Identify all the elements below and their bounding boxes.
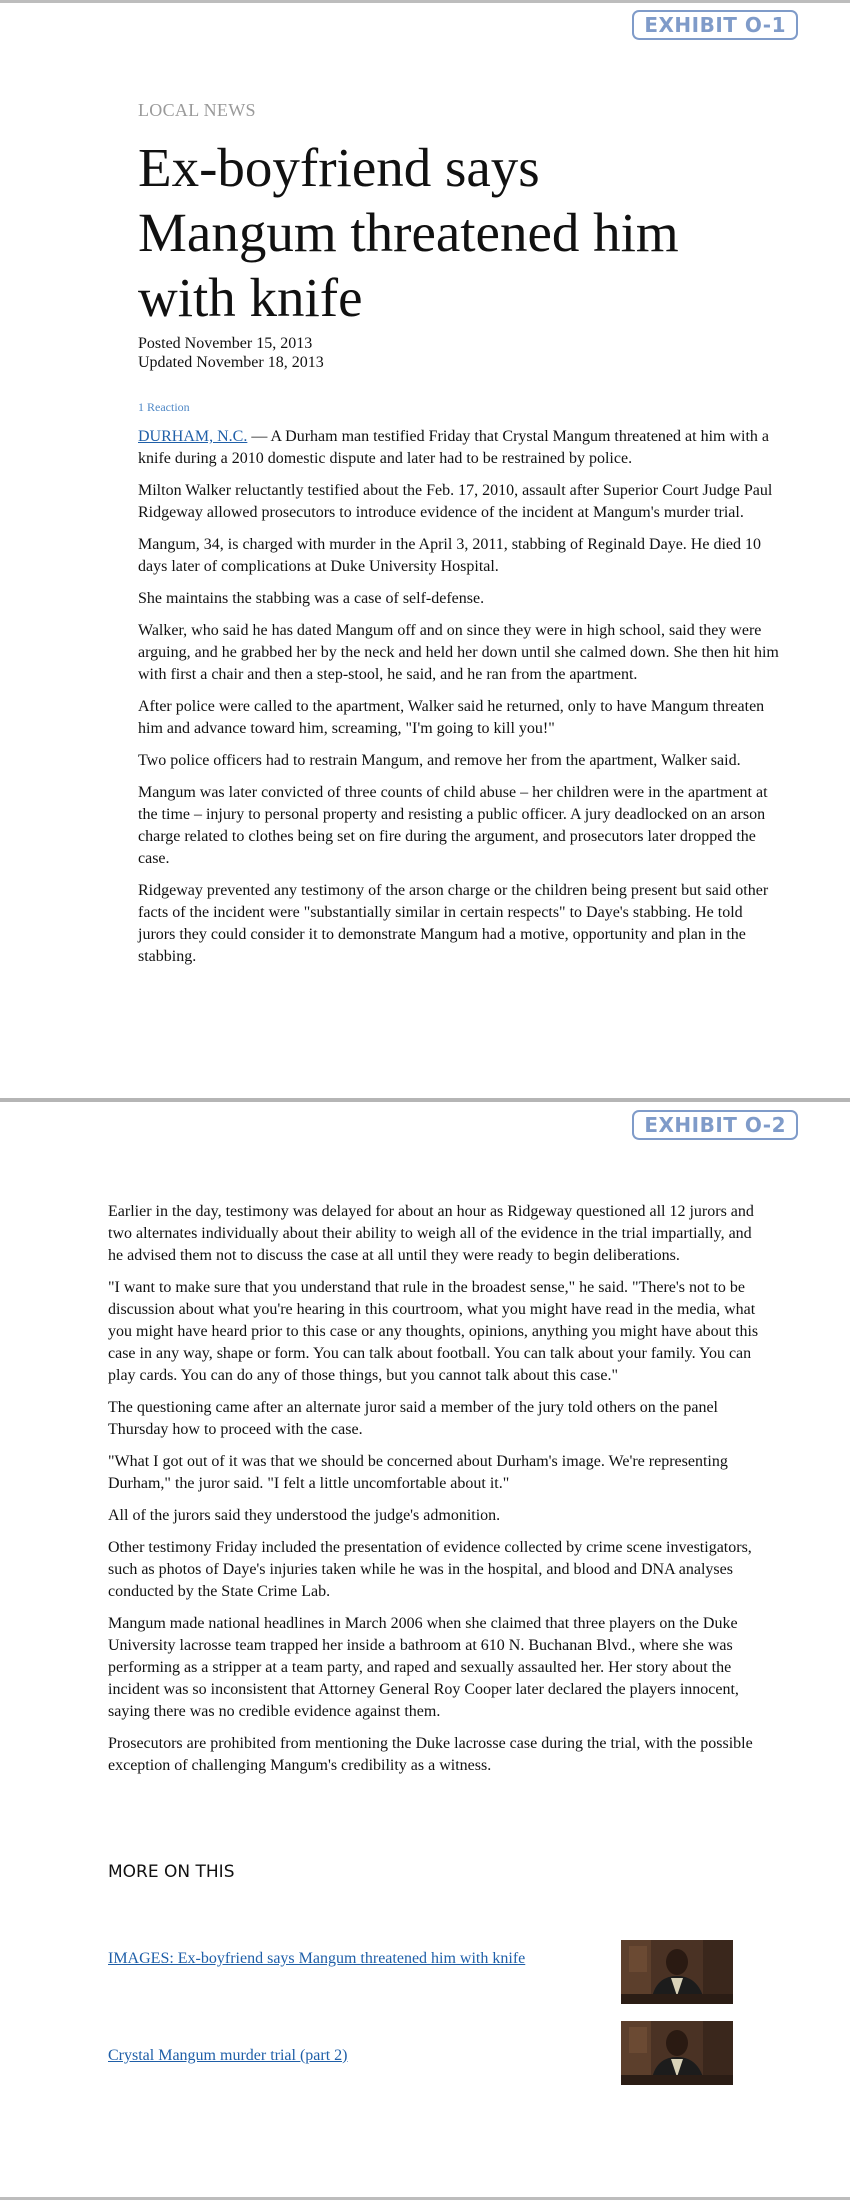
paragraph: Ridgeway prevented any testimony of the arson charge or the children being present but said other facts of the incident were "substantially similar in certain respects" to Daye's stabbing. He told jurors they could consider it to demonstrate Mangum had a motive, opportunity and plan in the stabbing. [138, 882, 769, 965]
paragraph: "I want to make sure that you understand that rule in the broadest sense," he said. "There's not to be discussion about what you're hearing in this courtroom, what you might have read in the media, what you might have heard prior to this case or any thoughts, opinions, anything you might have about this case in any way, shape or form. You can talk about football. You can talk about your family. You can play cards. You can do any of those things, but you cannot talk about this case." [108, 1279, 759, 1384]
paragraph: Other testimony Friday included the presentation of evidence collected by crime scene investigators, such as photos of Daye's injuries taken while he was in the hospital, and blood and DNA analyses conducted by the State Crime Lab. [108, 1539, 752, 1600]
paragraph: Two police officers had to restrain Mangum, and remove her from the apartment, Walker said. [138, 752, 741, 769]
related-thumbnail[interactable] [621, 1940, 733, 2004]
article-body-page1 [138, 426, 783, 978]
exhibit-stamp: EXHIBIT O-1 [632, 10, 798, 40]
paragraph: Mangum, 34, is charged with murder in the April 3, 2011, stabbing of Reginald Daye. He died 10 days later of complications at Duke University Hospital. [138, 536, 761, 575]
lead-text: — A Durham man testified Friday that Crystal Mangum threatened at him with a knife during a 2010 domestic dispute and later had to be restrained by police. [138, 428, 770, 467]
courtroom-photo-image [621, 1940, 733, 2004]
courtroom-photo-image [621, 2021, 733, 2085]
lead-paragraph [138, 426, 783, 470]
paragraph: Milton Walker reluctantly testified about the Feb. 17, 2010, assault after Superior Court Judge Paul Ridgeway allowed prosecutors to introduce evidence of the incident at Mangum's murder trial. [138, 482, 773, 521]
updated-date: Updated November 18, 2013 [138, 354, 324, 371]
related-item [108, 2021, 733, 2087]
paragraph: The questioning came after an alternate juror said a member of the jury told others on the panel Thursday how to proceed with the case. [108, 1399, 718, 1438]
paragraph: Prosecutors are prohibited from mentioning the Duke lacrosse case during the trial, with the possible exception of challenging Mangum's credibility as a witness. [108, 1735, 753, 1774]
paragraph: Mangum made national headlines in March 2006 when she claimed that three players on the Duke University lacrosse team trapped her inside a bathroom at 610 N. Buchanan Blvd., where she was performing as a stripper at a team party, and raped and sexually assaulted her. Her story about the incident was so inconsistent that Attorney General Roy Cooper later declared the players innocent, saying there was no credible evidence against them. [108, 1615, 739, 1720]
related-thumbnail[interactable] [621, 2021, 733, 2085]
posted-date: Posted November 15, 2013 [138, 335, 313, 352]
reaction-count[interactable]: 1 Reaction [138, 400, 190, 414]
paragraph: All of the jurors said they understood the judge's admonition. [108, 1507, 501, 1524]
related-item [108, 1940, 733, 2006]
paragraph: After police were called to the apartment, Walker said he returned, only to have Mangum threaten him and advance toward him, screaming, "I'm going to kill you!" [138, 698, 765, 737]
paragraph: Walker, who said he has dated Mangum off and on since they were in high school, said they were arguing, and he grabbed her by the neck and held her down until she calmed down. She then hit him with first a chair and then a step-stool, he said, and he ran from the apartment. [138, 622, 779, 683]
exhibit-stamp: EXHIBIT O-2 [632, 1110, 798, 1140]
publish-dates [138, 334, 324, 372]
more-on-this-heading: MORE ON THIS [108, 1862, 235, 1882]
article-headline: Ex-boyfriend says Mangum threatened him with knife [138, 137, 679, 328]
paragraph: She maintains the stabbing was a case of self-defense. [138, 590, 485, 607]
document-page-2 [0, 1098, 850, 2200]
related-link[interactable]: Crystal Mangum murder trial (part 2) [108, 2047, 348, 2064]
related-link[interactable]: IMAGES: Ex-boyfriend says Mangum threatened him with knife [108, 1950, 526, 1967]
section-label[interactable]: LOCAL NEWS [138, 100, 256, 120]
paragraph: Mangum was later convicted of three counts of child abuse – her children were in the apartment at the time – injury to personal property and resisting a public officer. A jury deadlocked on an arson charge related to clothes being set on fire during the argument, and prosecutors later dropped the case. [138, 784, 768, 867]
paragraph: "What I got out of it was that we should be concerned about Durham's image. We're representing Durham," the juror said. "I felt a little uncomfortable about it." [108, 1453, 728, 1492]
paragraph: Earlier in the day, testimony was delayed for about an hour as Ridgeway questioned all 12 jurors and two alternates individually about their ability to weigh all of the evidence in the trial impartially, and he advised them not to discuss the case at all until they were ready to begin deliberations. [108, 1203, 754, 1264]
dateline-link[interactable]: DURHAM, N.C. [138, 428, 248, 445]
document-page-1 [0, 0, 850, 1098]
article-body-page2 [108, 1201, 766, 1787]
